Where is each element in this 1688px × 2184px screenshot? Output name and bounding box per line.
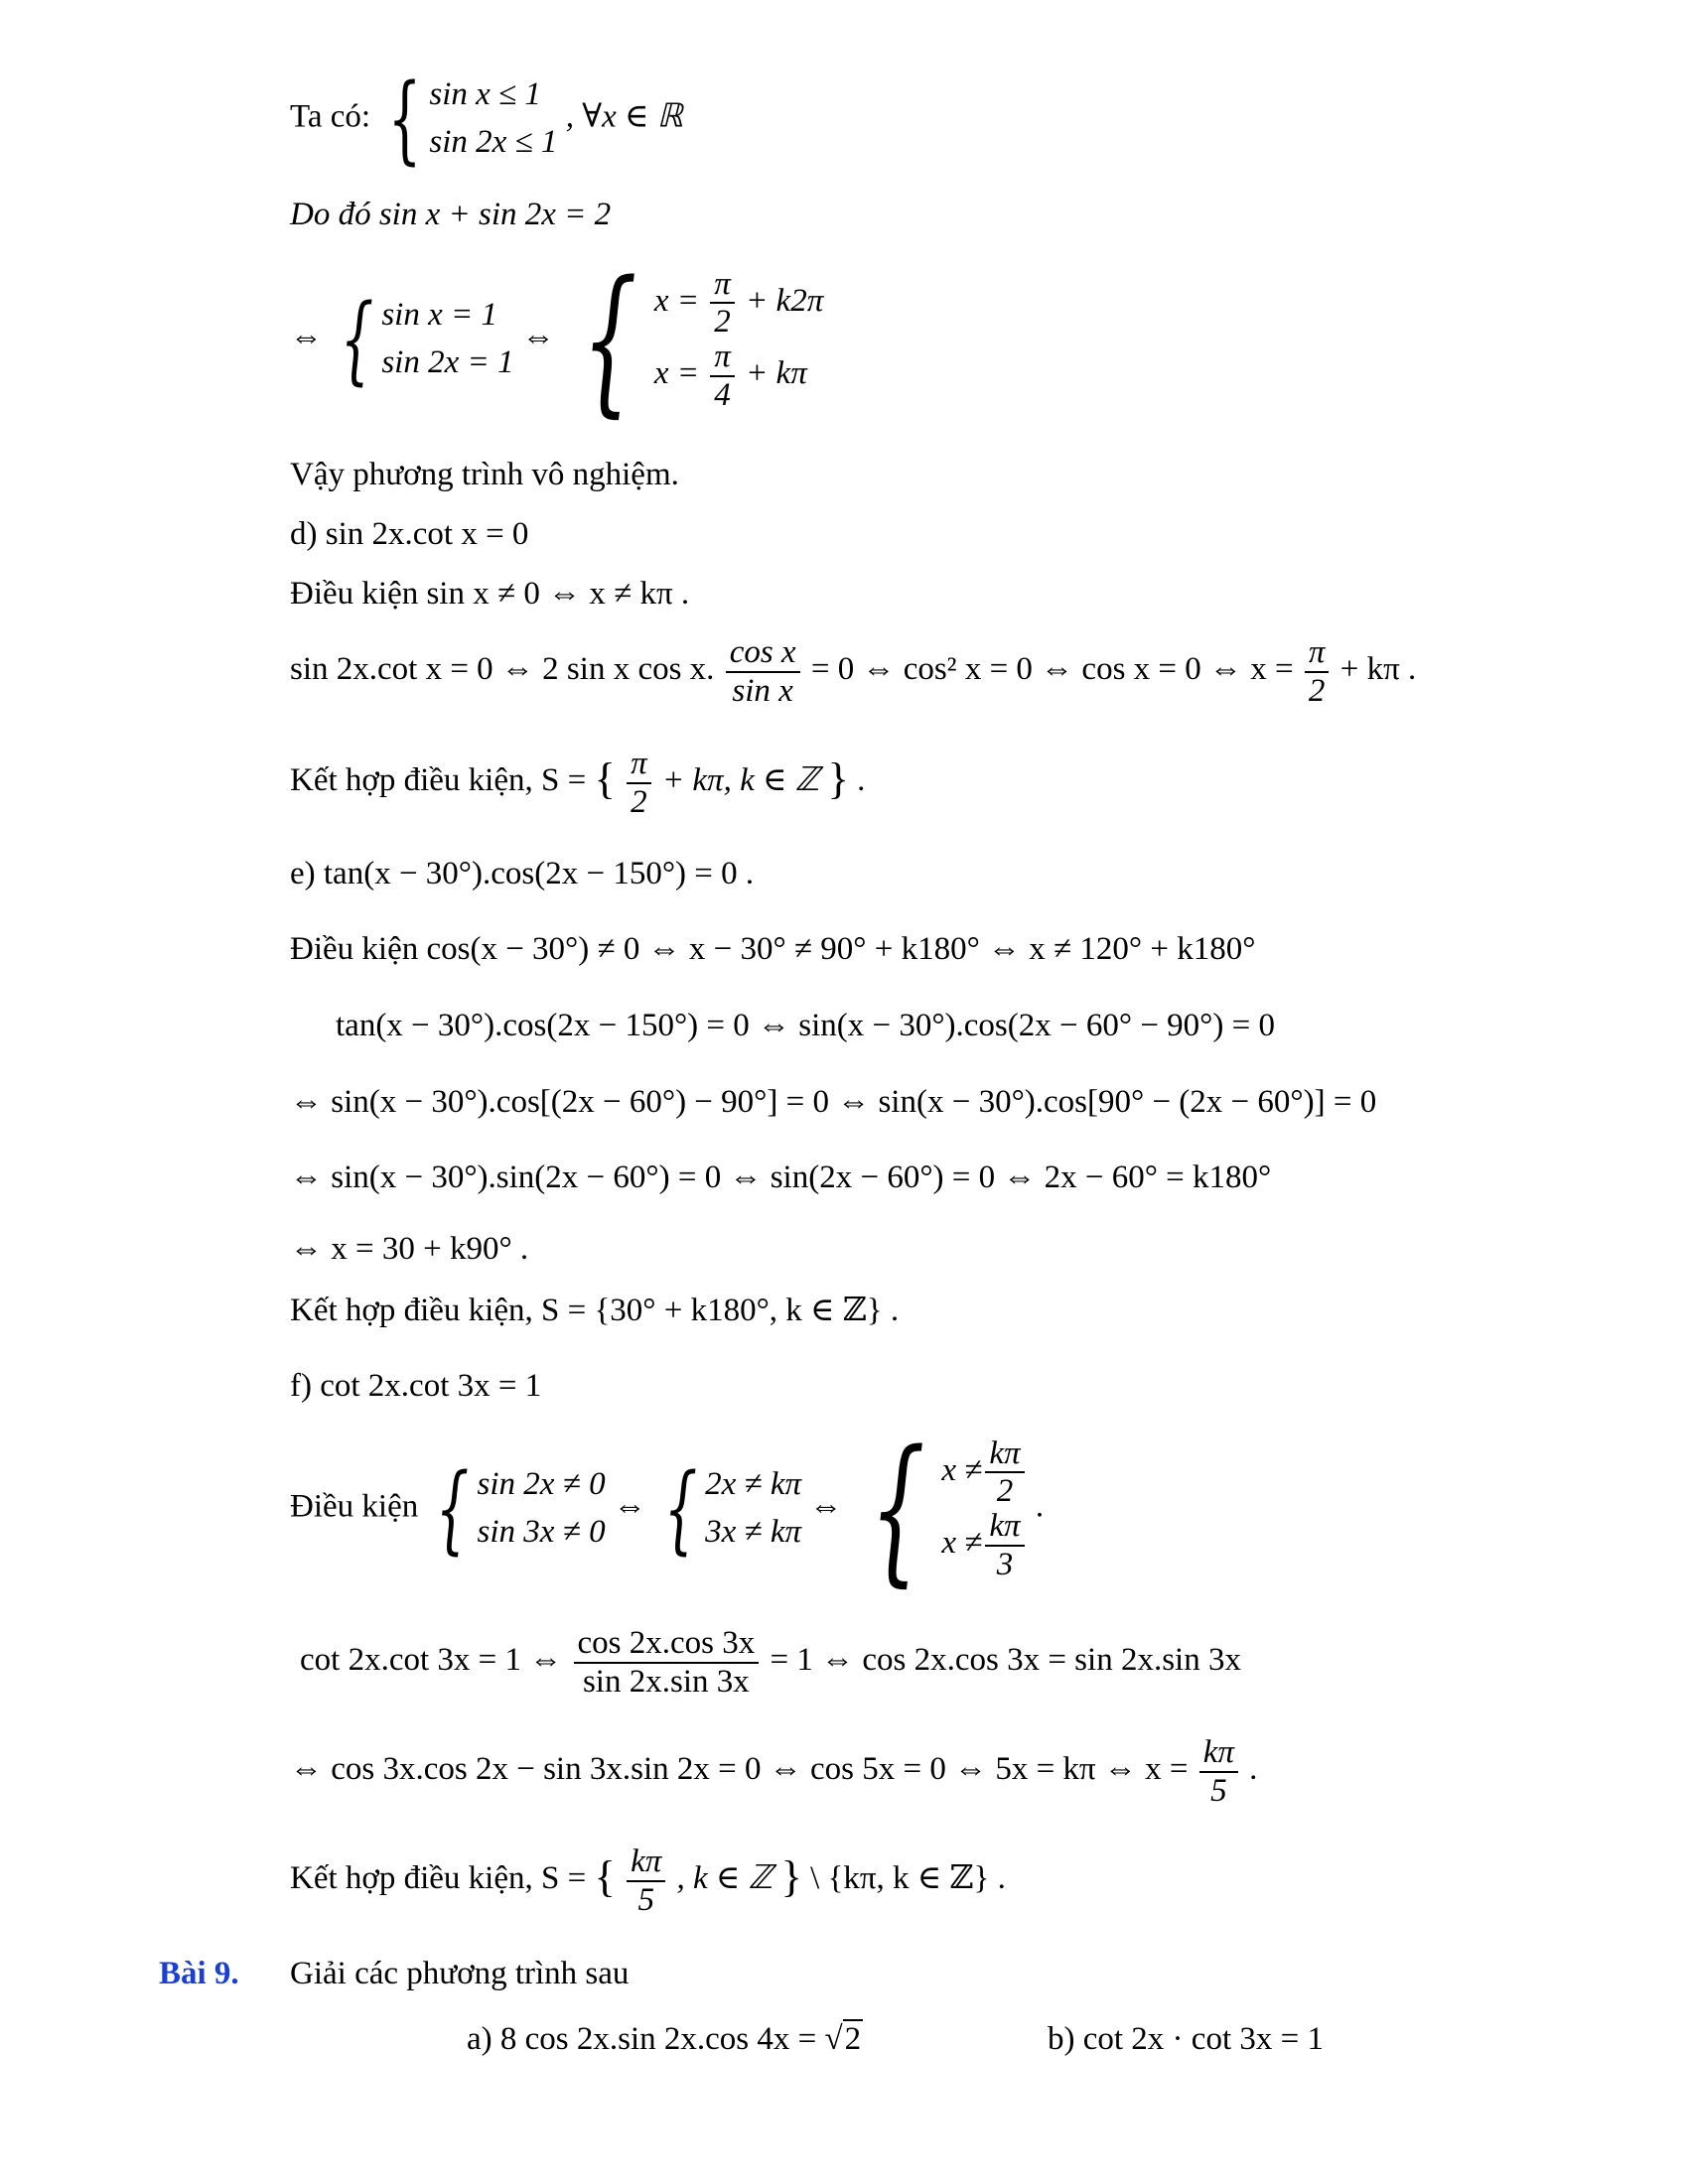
line-equiv-system [290,246,824,432]
line-solve-f-2: ⇔ cos 3x.cos 2x − sin 3x.sin 2x = 0 ⇔ cos 5x = 0 ⇔ 5x = kπ ⇔ x = $\frac{k\pi}{5}$ . [290,1734,1258,1809]
exercise-label: Bài 9. [159,1956,239,1991]
line-dieu-kien-e: Điều kiện cos(x − 30°) ≠ 0 ⇔ x − 30° ≠ 90° + k180° ⇔ x ≠ 120° + k180° [290,931,1256,967]
left-brace-icon: { [436,1453,470,1565]
part-e-heading: e) tan(x − 30°).cos(2x − 150°) = 0 . [290,856,755,891]
line-dieu-kien-f: Điều kiện { sin 2x ≠ 0 sin 3x ≠ 0 ⇔ { 2x ≠ kπ 3x ≠ kπ ⇔ { x ≠ $\frac{k\pi}{2}$ x ≠ $\frac{k\pi}{3}$ . [290,1416,1045,1601]
left-brace-icon: { [869,1416,925,1601]
line-dieu-kien-d: Điều kiện sin x ≠ 0 ⇔ x ≠ kπ . [290,576,690,612]
line-solve-e-4: ⇔ x = 30 + k90° . [290,1231,529,1267]
equiv-arrow-icon: ⇔ [521,319,555,355]
line-solve-e-3: ⇔ sin(x − 30°).sin(2x − 60°) = 0 ⇔ sin(2x − 60°) = 0 ⇔ 2x − 60° = k180° [290,1160,1272,1195]
eq-row: sin 2x = 1 [381,344,514,380]
system-solutions [563,246,824,432]
problem-a: a) 8 cos 2x.sin 2x.cos 4x = √2 [467,2021,862,2057]
eq-row: x = $\frac{\pi}{4}$ + kπ [653,339,807,413]
left-brace-icon: { [581,246,637,432]
system-sin-bounds [378,64,558,175]
line-solve-e-1: tan(x − 30°).cos(2x − 150°) = 0 ⇔ sin(x − 30°).cos(2x − 60° − 90°) = 0 [336,1008,1275,1043]
eq-row: sin 2x ≤ 1 [429,124,558,160]
line-solve-f-1: cot 2x.cot 3x = 1 ⇔ $\frac{\cos 2x.\cos 3x}{\sin 2x.\sin 3x}$ = 1 ⇔ cos 2x.cos 3x = sin 2x.sin 3x [300,1625,1241,1700]
equiv-arrow-icon: ⇔ [290,319,323,355]
line-solution-set-e: Kết hợp điều kiện, S = {30° + k180°, k ∈ ℤ} . [290,1293,900,1328]
part-d-heading: d) sin 2x.cot x = 0 [290,516,529,552]
text-ta-co: Ta có: [290,98,371,135]
problem-b: b) cot 2x · cot 3x = 1 [1048,2021,1324,2057]
line-do-do: Do đó sin x + sin 2x = 2 [290,197,612,232]
line-solve-e-2: ⇔ sin(x − 30°).cos[(2x − 60°) − 90°] = 0 ⇔ sin(x − 30°).cos[90° − (2x − 60°)] = 0 [290,1084,1377,1120]
line-vo-nghiem: Vậy phương trình vô nghiệm. [290,457,679,492]
part-f-heading: f) cot 2x.cot 3x = 1 [290,1368,542,1404]
eq-row: sin x ≤ 1 [429,76,541,113]
eq-row: sin x = 1 [381,297,498,334]
sqrt-icon: √ [824,2021,843,2057]
line-ta-co [290,64,683,175]
left-brace-icon: { [663,1453,698,1565]
line-solution-set-f: Kết hợp điều kiện, S = { $\frac{k\pi}{5}$ , k ∈ ℤ } \ {kπ, k ∈ ℤ} . [290,1843,1006,1918]
forall-text: , ∀x ∈ ℝ [565,98,683,135]
line-solve-d: sin 2x.cot x = 0 ⇔ 2 sin x cos x. $\frac{\text{cos x}}{\text{sin x}}$ = 0 ⇔ cos² x = 0 ⇔ cos x = 0 ⇔ x = $\frac{\pi}{2}$ + kπ . [290,634,1417,709]
line-solution-set-d: Kết hợp điều kiện, S = { $\frac{\pi}{2}$ + kπ, k ∈ ℤ } . [290,746,866,820]
left-brace-icon: { [388,64,422,175]
eq-row: x = $\frac{\pi}{2}$ + k2π [653,265,824,341]
left-brace-icon: { [340,284,374,395]
system-sin-equal-one [331,284,514,395]
exercise-instruction: Giải các phương trình sau [290,1956,630,1991]
